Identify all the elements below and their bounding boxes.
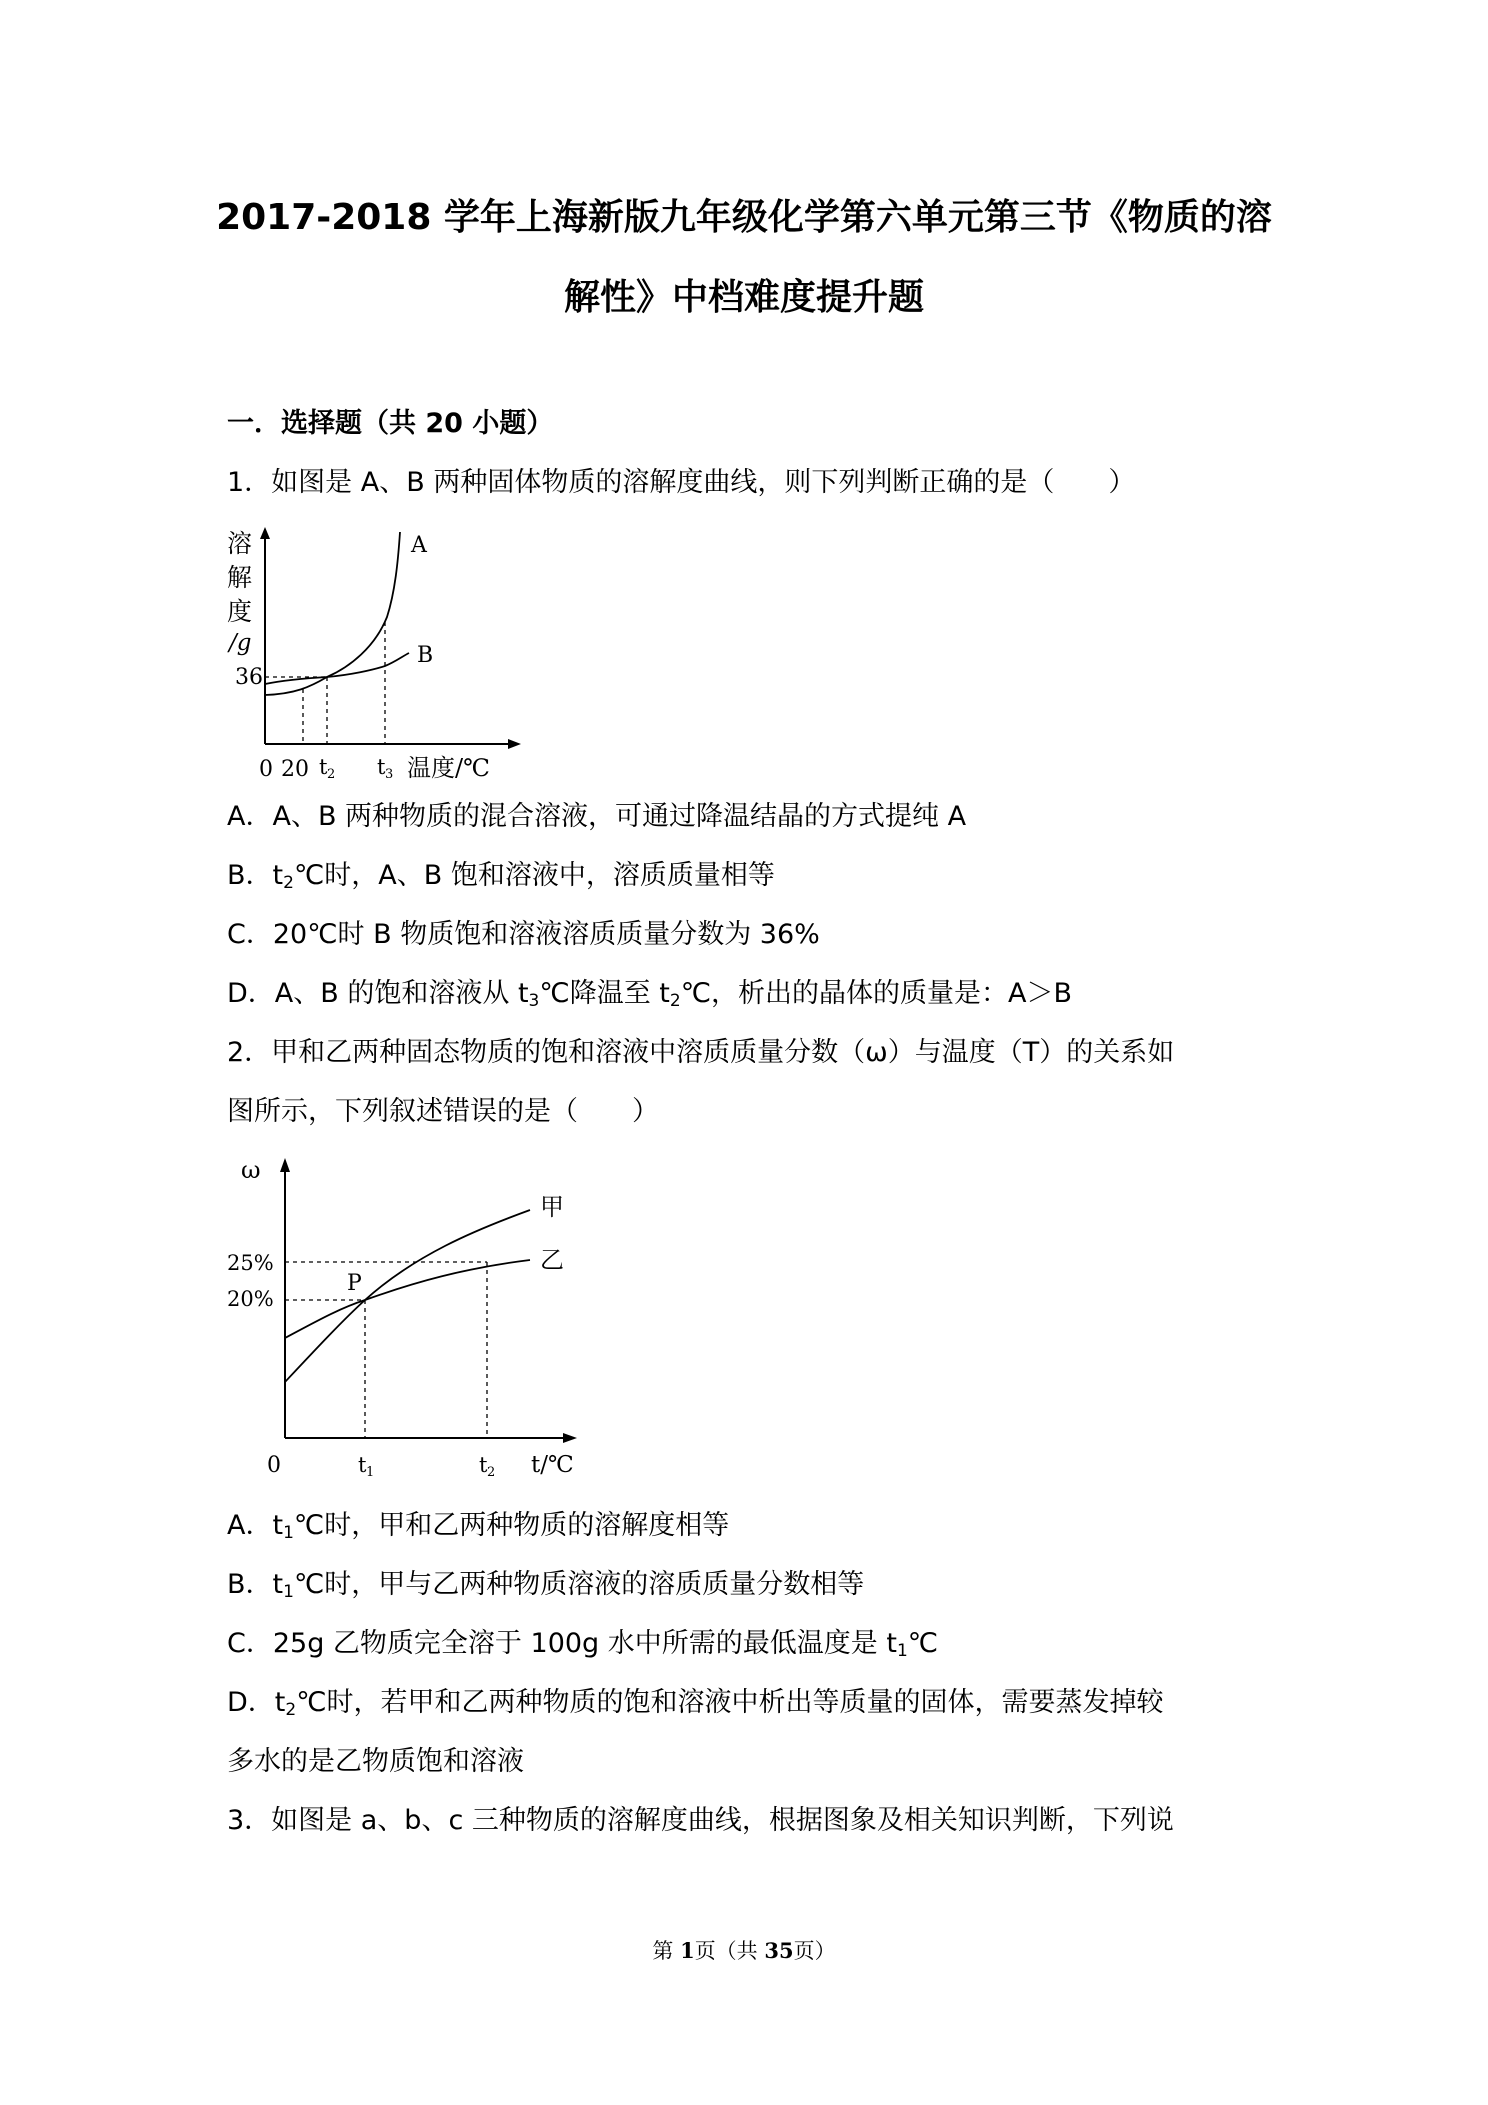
doc-title-line2: 解性》中档难度提升题 [563,277,924,318]
q2-point-p: P [347,1271,362,1296]
page-number: 1 [680,1938,695,1963]
q2-y25-label: 25% [227,1251,274,1275]
page-total: 35 [764,1938,794,1963]
q1-xtick-t2: t [319,755,328,779]
q1-series-b-label: B [417,643,434,668]
q2-series-jia-label: 甲 [540,1193,564,1221]
q2-series-yi-label: 乙 [540,1246,564,1274]
q2-option-b: B．$t_1℃$时，甲与乙两种物质溶液的溶质质量分数相等 [227,1569,865,1602]
q2-xtick-t2: t [479,1453,488,1477]
q1-y36-label: 36 [235,665,263,690]
q3-stem: 3．如图是 a、b、c 三种物质的溶解度曲线，根据图象及相关知识判断，下列说 [227,1805,1174,1836]
q1-xtick-t2-sub: 2 [327,767,336,782]
page-footer: 第 1页（共 35页） [652,1938,836,1963]
q1-option-b: B．$t_2℃$时，A、B 饱和溶液中，溶质质量相等 [227,860,775,893]
q1-xlabel: 温度/℃ [407,754,490,782]
q2-curve-yi [285,1260,530,1338]
q2-origin-label: 0 [267,1453,281,1478]
q2-xtick-t1-sub: 1 [366,1465,375,1480]
q2-xlabel: t/℃ [531,1452,574,1478]
q2-y20-label: 20% [227,1287,274,1311]
q2-option-d-line2: 多水的是乙物质饱和溶液 [227,1746,524,1777]
q2-ylabel: ω [241,1156,261,1184]
q2-xtick-t2-sub: 2 [487,1465,496,1480]
q1-ylabel-2: 解 [227,563,253,592]
q1-option-c: C．20℃时 B 物质饱和溶液溶质质量分数为 36% [227,919,820,950]
q1-xtick-t3-sub: 3 [385,767,394,782]
q1-stem: 1．如图是 A、B 两种固体物质的溶解度曲线，则下列判断正确的是（ ） [227,467,1136,498]
q1-curve-b [265,653,409,684]
q2-curve-jia [285,1210,530,1382]
q1-series-a-label: A [411,533,427,558]
q2-mass-fraction-figure [225,1150,585,1485]
q2-stem-line1: 2．甲和乙两种固态物质的饱和溶液中溶质质量分数（ω）与温度（T）的关系如 [227,1037,1175,1068]
q1-xtick-0: 0 [259,757,273,782]
q2-stem-line2: 图所示，下列叙述错误的是（ ） [227,1096,659,1127]
q2-option-d: D．$t_2℃$时，若甲和乙两种物质的饱和溶液中析出等质量的固体，需要蒸发掉较 [227,1687,1164,1720]
q1-xtick-t3: t [377,755,386,779]
q1-solubility-figure [225,522,525,787]
q1-ylabel-4: /g [229,630,252,656]
q1-option-a: A．A、B 两种物质的混合溶液，可通过降温结晶的方式提纯 A [227,801,967,832]
q2-xtick-t1: t [358,1453,367,1477]
q2-option-a: A．$t_1℃$时，甲和乙两种物质的溶解度相等 [227,1510,730,1543]
q1-ylabel-3: 度 [227,597,253,626]
q1-xtick-20: 20 [281,757,309,782]
doc-title-line1: 2017-2018 学年上海新版九年级化学第六单元第三节《物质的溶 [216,197,1272,238]
section-heading: 一．选择题（共 20 小题） [227,408,554,439]
q1-ylabel-1: 溶 [227,529,253,558]
q1-curve-a [265,532,400,695]
q1-option-d: D．A、B 的饱和溶液从 $t_3℃$降温至 $t_2℃$，析出的晶体的质量是：A＞B [227,978,1073,1011]
q2-option-c: C．25g 乙物质完全溶于 100g 水中所需的最低温度是 $t_1℃$ [227,1628,939,1661]
